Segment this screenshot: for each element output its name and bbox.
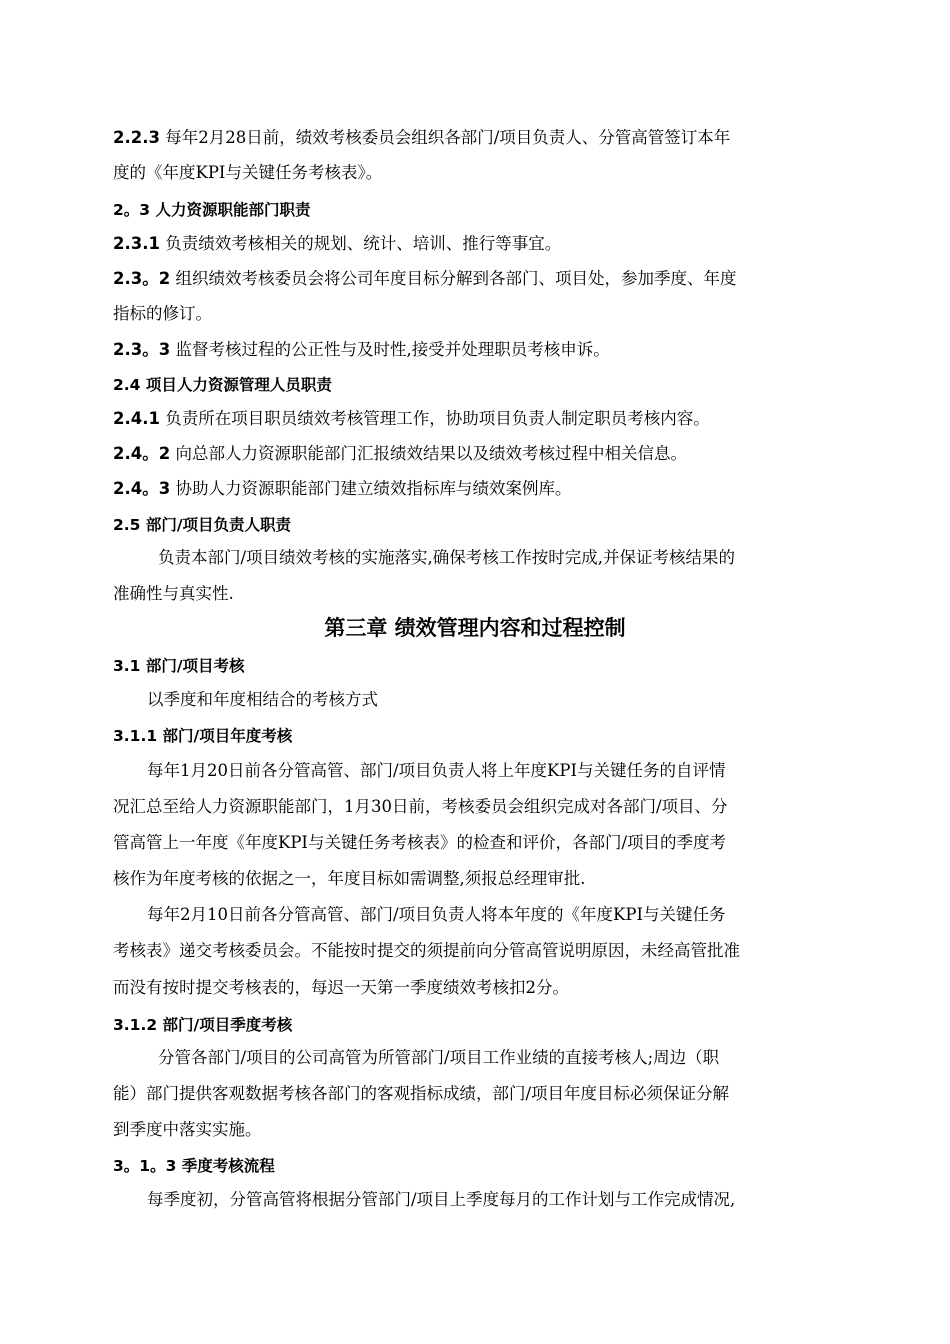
clause-number: 2.4。2 [113,444,171,463]
section-heading-3-1-2: 3.1.2 部门/项目季度考核 [113,1016,293,1034]
paragraph-line: 核作为年度考核的依据之一，年度目标如需调整,须报总经理审批. [113,869,586,888]
paragraph-line: 管高管上一年度《年度KPI与关键任务考核表》的检查和评价，各部门/项目的季度考 [113,833,727,852]
paragraph-line: 以季度和年度相结合的考核方式 [147,690,378,709]
clause-number: 2.4.1 [113,409,160,428]
paragraph-2-3-1 [113,233,853,255]
paragraph-line: 考核表》递交考核委员会。不能按时提交的须提前向分管高管说明原因，未经高管批准 [113,941,740,960]
paragraph-2-4-1 [113,408,853,430]
clause-number: 2.4。3 [113,479,171,498]
section-heading-3-1-1: 3.1.1 部门/项目年度考核 [113,727,293,745]
paragraph-2-4-3 [113,478,853,500]
clause-text: 负责所在项目职员绩效考核管理工作，协助项目负责人制定职员考核内容。 [159,409,710,428]
clause-number: 2.3.1 [113,234,160,253]
paragraph-2-4-2 [113,443,853,465]
paragraph-line: 而没有按时提交考核表的，每迟一天第一季度绩效考核扣2分。 [113,978,569,997]
clause-number: 2.2.3 [113,128,160,147]
clause-text: 监督考核过程的公正性与及时性,接受并处理职员考核申诉。 [170,340,610,359]
paragraph-line: 每年2月10日前各分管高管、部门/项目负责人将本年度的《年度KPI与关键任务 [147,905,726,924]
paragraph-line: 每年1月20日前各分管高管、部门/项目负责人将上年度KPI与关键任务的自评情 [147,761,726,780]
paragraph-line: 到季度中落实实施。 [113,1120,262,1139]
paragraph-line: 准确性与真实性. [113,584,234,603]
clause-text: 协助人力资源职能部门建立绩效指标库与绩效案例库。 [170,479,572,498]
chapter-title: 第三章 绩效管理内容和过程控制 [324,616,626,640]
section-heading-2-4: 2.4 项目人力资源管理人员职责 [113,376,332,394]
clause-text: 向总部人力资源职能部门汇报绩效结果以及绩效考核过程中相关信息。 [170,444,687,463]
clause-text: 组织绩效考核委员会将公司年度目标分解到各部门、项目处，参加季度、年度 [170,269,737,288]
paragraph-line: 分管各部门/项目的公司高管为所管部门/项目工作业绩的直接考核人;周边（职 [158,1048,720,1067]
clause-text: 每年2月28日前，绩效考核委员会组织各部门/项目负责人、分管高管签订本年 [159,128,731,147]
paragraph-2-3-3 [113,339,853,361]
paragraph-line: 度的《年度KPI与关键任务考核表》。 [113,163,383,182]
clause-number: 2.3。3 [113,340,171,359]
section-heading-2-5: 2.5 部门/项目负责人职责 [113,516,292,534]
clause-text: 负责绩效考核相关的规划、统计、培训、推行等事宜。 [159,234,562,253]
paragraph-2-3-2 [113,268,853,290]
section-heading-3-1: 3.1 部门/项目考核 [113,657,245,675]
paragraph-2-2-3 [113,127,853,149]
section-heading-3-1-3: 3。1。3 季度考核流程 [113,1157,275,1175]
paragraph-line: 指标的修订。 [113,304,212,323]
paragraph-line: 每季度初，分管高管将根据分管部门/项目上季度每月的工作计划与工作完成情况, [147,1190,736,1209]
paragraph-line: 能）部门提供客观数据考核各部门的客观指标成绩，部门/项目年度目标必须保证分解 [113,1084,730,1103]
paragraph-line: 负责本部门/项目绩效考核的实施落实,确保考核工作按时完成,并保证考核结果的 [158,548,736,567]
clause-number: 2.3。2 [113,269,171,288]
paragraph-line: 况汇总至给人力资源职能部门，1月30日前，考核委员会组织完成对各部门/项目、分 [113,797,728,816]
section-heading-2-3: 2。3 人力资源职能部门职责 [113,201,311,219]
